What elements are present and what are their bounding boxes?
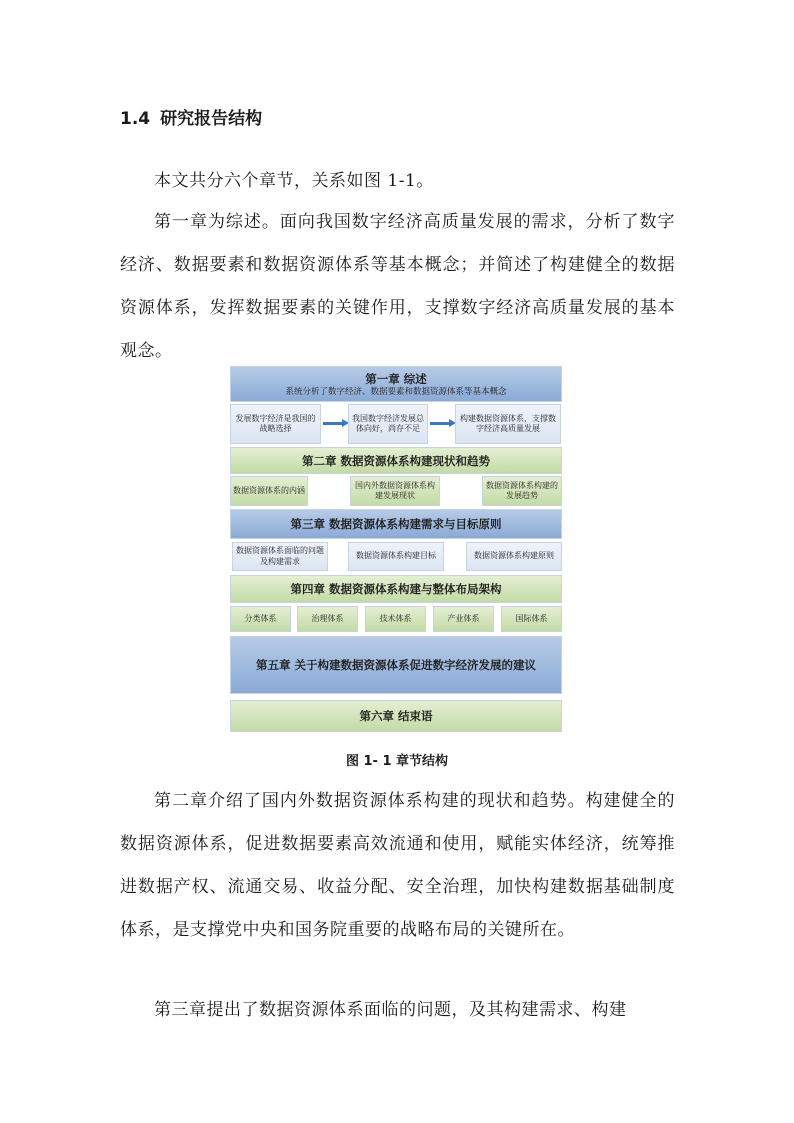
chapter1-title: 第一章 综述 (365, 371, 427, 386)
chapter1-item-1: 发展数字经济是我国的战略选择 (230, 404, 321, 444)
arrow-right-icon (323, 422, 343, 425)
chapter1-item-3: 构建数据资源体系，支撑数字经济高质量发展 (455, 404, 561, 444)
chapter3-header: 第三章 数据资源体系构建需求与目标原则 (230, 509, 562, 539)
chapter6-header: 第六章 结束语 (230, 700, 562, 732)
chapter2-item-2: 国内外数据资源体系构建发展现状 (350, 476, 440, 506)
chapter1-header (230, 366, 562, 402)
chapter2-item-1: 数据资源体系的内涵 (230, 476, 308, 506)
chapter1-item-2: 我国数字经济发展总体向好，尚存不足 (348, 404, 428, 444)
section-heading (120, 104, 262, 129)
arrow-right-icon (430, 422, 450, 425)
chapter5-header: 第五章 关于构建数据资源体系促进数字经济发展的建议 (230, 636, 562, 694)
section-title: 研究报告结构 (160, 109, 263, 129)
chapter3-item-3: 数据资源体系构建原则 (466, 542, 562, 571)
paragraph-chapter1: 第一章为综述。面向我国数字经济高质量发展的需求，分析了数字经济、数据要素和数据资源体系等基本概念；并简述了构建健全的数据资源体系，发挥数据要素的关键作用，支撑数字经济高质量发展的基本观念。 (120, 212, 675, 361)
chapter4-item-2: 治理体系 (297, 606, 358, 632)
chapter3-item-1: 数据资源体系面临的问题及构建需求 (232, 542, 328, 571)
chapter2-header: 第二章 数据资源体系构建现状和趋势 (230, 447, 562, 474)
chapter4-item-1: 分类体系 (230, 606, 291, 632)
paragraph-intro: 本文共分六个章节，关系如图 1-1。 (154, 171, 434, 191)
paragraph-chapter2: 第二章介绍了国内外数据资源体系构建的现状和趋势。构建健全的数据资源体系，促进数据要素高效流通和使用，赋能实体经济，统筹推进数据产权、流通交易、收益分配、安全治理，加快构建数据基础制度体系，是支撑党中央和国务院重要的战略布局的关键所在。 (120, 791, 675, 940)
paragraph-chapter3: 第三章提出了数据资源体系面临的问题，及其构建需求、构建 (154, 1000, 627, 1020)
section-number: 1.4 (120, 109, 151, 129)
figure-caption: 图 1- 1 章节结构 (345, 754, 449, 769)
chapter1-subtitle: 系统分析了数字经济、数据要素和数据资源体系等基本概念 (285, 386, 507, 397)
chapter4-item-4: 产业体系 (433, 606, 494, 632)
chapter4-item-3: 技术体系 (365, 606, 426, 632)
chapter-structure-diagram (230, 366, 562, 734)
chapter4-item-5: 国际体系 (501, 606, 562, 632)
chapter4-header: 第四章 数据资源体系构建与整体布局架构 (230, 575, 562, 603)
chapter2-item-3: 数据资源体系构建的发展趋势 (482, 476, 562, 506)
chapter3-item-2: 数据资源体系构建目标 (348, 542, 444, 571)
